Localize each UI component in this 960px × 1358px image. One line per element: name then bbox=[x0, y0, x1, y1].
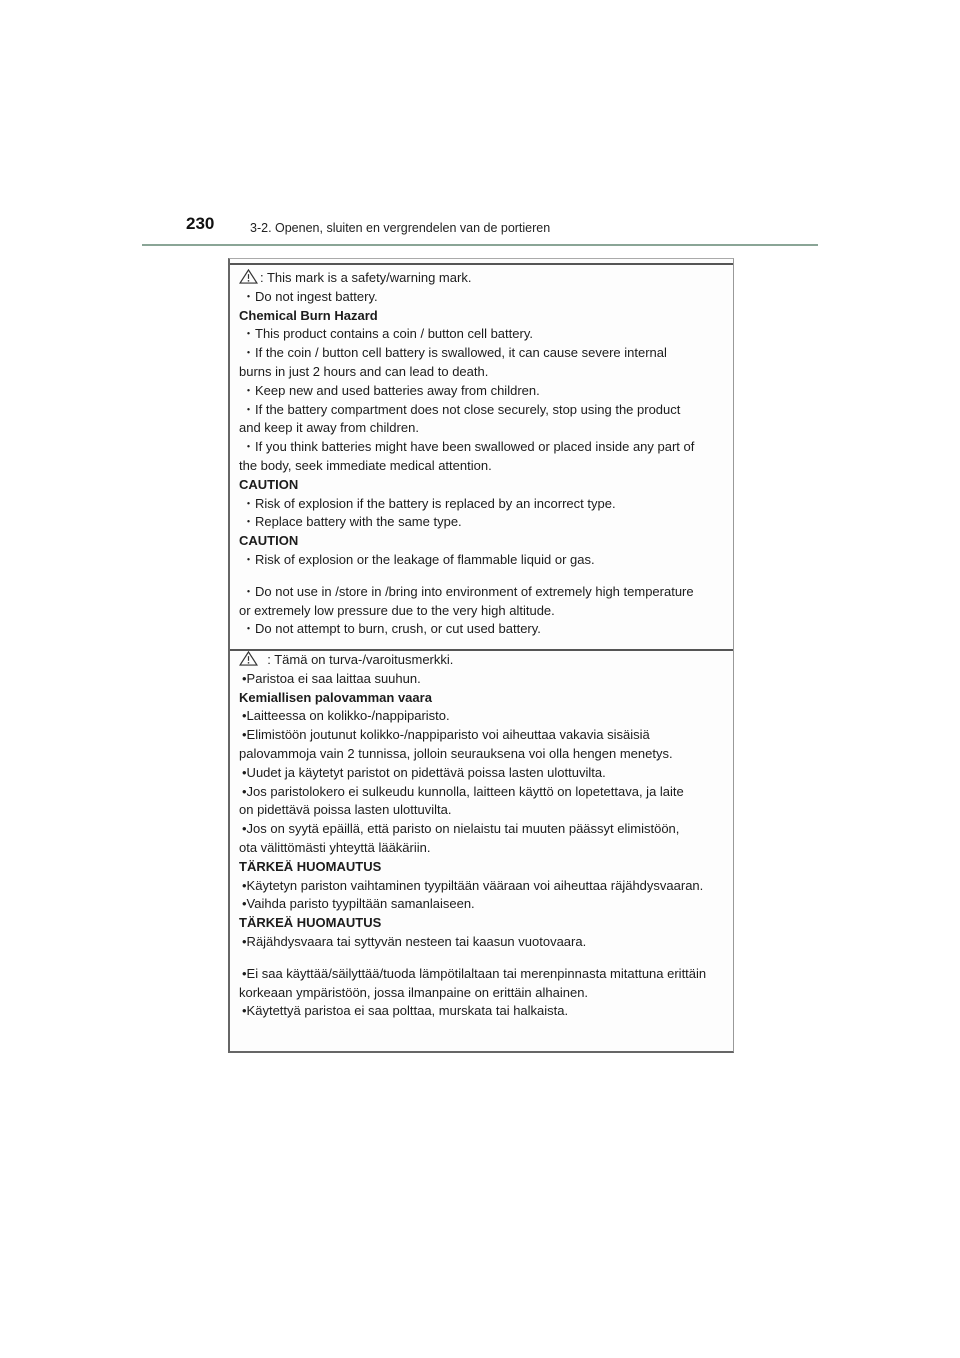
fi-heading: Kemiallisen palovamman vaara bbox=[239, 689, 432, 705]
en-line: the body, seek immediate medical attention. bbox=[239, 457, 492, 473]
fi-line: •Paristoa ei saa laittaa suuhun. bbox=[242, 670, 421, 686]
warning-mark-text: : Tämä on turva-/varoitusmerkki. bbox=[267, 652, 454, 667]
fi-line: •Vaihda paristo tyypiltään samanlaiseen. bbox=[242, 896, 475, 912]
fi-line: •Elimistöön joutunut kolikko-/nappiparisto voi aiheuttaa vakavia sisäisiä bbox=[242, 727, 650, 743]
battery-warning-label bbox=[228, 258, 734, 1053]
en-line: and keep it away from children. bbox=[239, 420, 419, 436]
en-line: ・Keep new and used batteries away from children. bbox=[242, 382, 540, 398]
warning-mark-note bbox=[239, 651, 729, 670]
fi-heading: TÄRKEÄ HUOMAUTUS bbox=[239, 915, 382, 931]
en-line: ・If the coin / button cell battery is swallowed, it can cause severe internal bbox=[242, 345, 667, 361]
fi-line: •Räjähdysvaara tai syttyvän nesteen tai kaasun vuotovaara. bbox=[242, 933, 587, 949]
fi-line: •Uudet ja käytetyt paristot on pidettävä poissa lasten ulottuvilta. bbox=[242, 764, 606, 780]
header-divider bbox=[142, 244, 818, 246]
warning-mark-note bbox=[239, 269, 729, 288]
section-title: 3-2. Openen, sluiten en vergrendelen van de portieren bbox=[250, 221, 551, 235]
finnish-warning-section bbox=[239, 651, 729, 1021]
english-warning-section bbox=[239, 269, 729, 639]
en-line: ・Do not use in /store in /bring into environment of extremely high temperature bbox=[242, 583, 694, 599]
fi-line: on pidettävä poissa lasten ulottuvilta. bbox=[239, 802, 452, 818]
label-top-border bbox=[230, 263, 733, 265]
en-line: ・This product contains a coin / button cell battery. bbox=[242, 326, 533, 342]
fi-line: korkeaan ympäristöön, jossa ilmanpaine on erittäin alhainen. bbox=[239, 984, 589, 1000]
page-number: 230 bbox=[186, 214, 215, 233]
en-line: ・Do not ingest battery. bbox=[242, 288, 378, 304]
en-line: ・If the battery compartment does not close securely, stop using the product bbox=[242, 401, 681, 417]
en-heading: Chemical Burn Hazard bbox=[239, 307, 378, 323]
fi-line: palovammoja vain 2 tunnissa, jolloin seurauksena voi olla hengen menetys. bbox=[239, 745, 673, 761]
en-line: burns in just 2 hours and can lead to death. bbox=[239, 363, 489, 379]
fi-line: •Jos on syytä epäillä, että paristo on nielaistu tai muuten päässyt elimistöön, bbox=[242, 821, 680, 837]
en-line: ・Replace battery with the same type. bbox=[242, 514, 462, 530]
en-line: ・Risk of explosion or the leakage of flammable liquid or gas. bbox=[242, 551, 595, 567]
en-line: or extremely low pressure due to the very high altitude. bbox=[239, 602, 555, 618]
fi-line: •Käytettyä paristoa ei saa polttaa, murskata tai halkaista. bbox=[242, 1003, 569, 1019]
en-line: ・Do not attempt to burn, crush, or cut used battery. bbox=[242, 621, 541, 637]
en-line: ・Risk of explosion if the battery is replaced by an incorrect type. bbox=[242, 495, 616, 511]
fi-line: ota välittömästi yhteyttä lääkäriin. bbox=[239, 839, 431, 855]
fi-line: •Laitteessa on kolikko-/nappiparisto. bbox=[242, 708, 450, 724]
warning-triangle-icon bbox=[239, 651, 258, 666]
en-line: ・If you think batteries might have been swallowed or placed inside any part of bbox=[242, 439, 695, 455]
en-heading: CAUTION bbox=[239, 533, 299, 549]
en-heading: CAUTION bbox=[239, 476, 299, 492]
fi-line: •Ei saa käyttää/säilyttää/tuoda lämpötilaltaan tai merenpinnasta mitattuna erittäin bbox=[242, 965, 707, 981]
fi-heading: TÄRKEÄ HUOMAUTUS bbox=[239, 858, 382, 874]
warning-mark-text: : This mark is a safety/warning mark. bbox=[260, 270, 472, 285]
warning-triangle-icon bbox=[239, 269, 258, 284]
fi-line: •Käytetyn pariston vaihtaminen tyypiltään vääraan voi aiheuttaa räjähdysvaaran. bbox=[242, 877, 704, 893]
fi-line: •Jos paristolokero ei sulkeudu kunnolla, laitteen käyttö on lopetettava, ja laite bbox=[242, 783, 684, 799]
